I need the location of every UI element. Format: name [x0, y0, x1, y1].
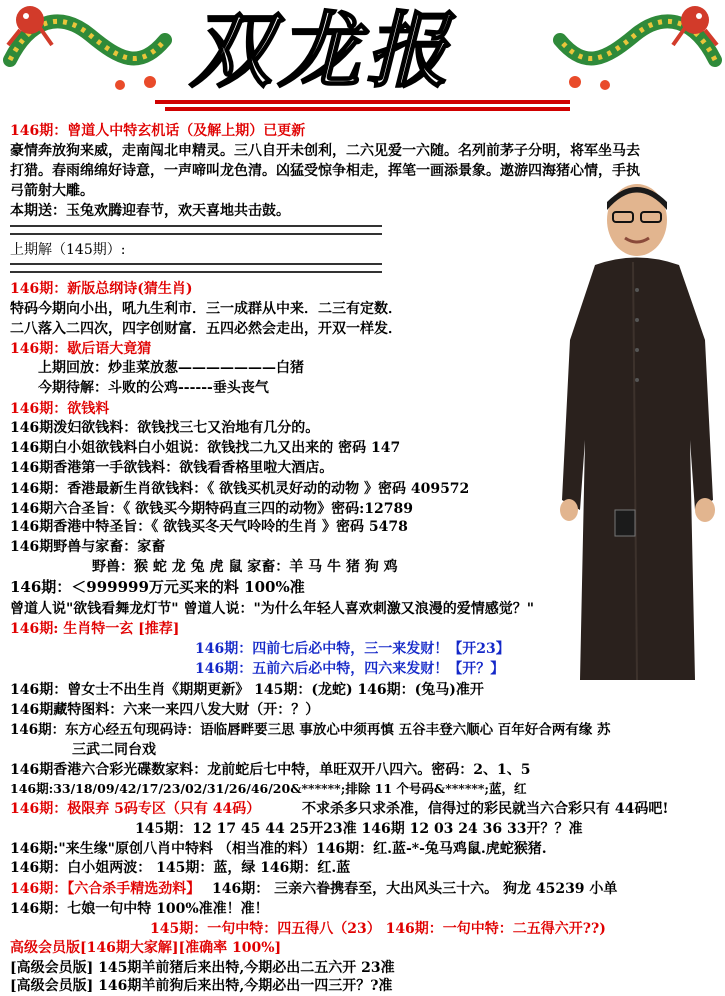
- text-line-38: 146期：七娘一句中特 100%准准！准！: [10, 901, 269, 917]
- text-line-32: 146期:33/18/09/42/17/23/02/31/26/46/20&******;排除 11 个号码&******;蓝，红: [10, 781, 527, 796]
- text-line-1: 146期：曾道人中特玄机话（及解上期）已更新: [10, 123, 306, 139]
- text-line-36: 146期：白小姐两波： 145期：蓝，绿 146期：红.蓝: [10, 860, 351, 876]
- text-line-13: 146期：欲钱料: [10, 401, 110, 417]
- text-line-5: 本期送：玉兔欢腾迎春节，欢天喜地共击鼓。: [10, 203, 290, 219]
- text-line-37b: 146期： 三亲六眷携春至，大出风头三十六。 狗龙 45239 小单: [212, 881, 618, 897]
- text-line-26: 146期：五前六后必中特，四六来发财！【开？】: [195, 661, 505, 677]
- page-title: 双龙报: [190, 3, 454, 99]
- text-line-11: 上期回放：炒韭菜放葱———————白猪: [38, 360, 304, 376]
- dragon-left-icon: [0, 0, 175, 100]
- text-line-39: 145期：一句中特：四五得八（23） 146期：一句中特：二五得六开??): [150, 921, 606, 937]
- text-line-3: 打猎。春雨绵绵好诗意，一声啼叫龙色清。凶猛受惊争相走，挥笔一画添景象。遨游四海猪心情，手执: [10, 163, 640, 179]
- text-line-15: 146期白小姐欲钱料白小姐说：欲钱找二九又出来的 密码 147: [10, 440, 401, 456]
- text-line-9: 二八落入二四次，四字创财富．五四必然会走出，开双一样发．: [10, 321, 402, 337]
- separator: [10, 225, 382, 235]
- text-line-4: 弓箭射大雕。: [10, 183, 94, 199]
- text-line-33b: 不求杀多只求杀准，信得过的彩民就当六合彩只有 44码吧!: [302, 801, 669, 817]
- text-line-28: 146期藏特图料：六来一来四八发大财（开：？）: [10, 702, 320, 718]
- dragon-right-icon: [550, 0, 725, 100]
- text-line-33a: 146期：极限弃 5码专区（只有 44码）: [10, 801, 261, 817]
- separator: [10, 263, 382, 273]
- text-line-16: 146期香港第一手欲钱料：欲钱看香格里啦大酒店。: [10, 460, 334, 476]
- text-line-40: 高级会员版[146期大家解][准确率 100%]: [10, 940, 282, 956]
- text-line-17: 146期：香港最新生肖欲钱料：《 欲钱买机灵好动的动物 》密码 409572: [10, 481, 470, 497]
- text-line-8: 特码今期向小出，吼九生利市．三一成群从中来．二三有定数．: [10, 301, 402, 317]
- text-line-7: 146期：新版总纲诗(猜生肖): [10, 281, 193, 297]
- text-line-25: 146期：四前七后必中特，三一来发财！【开23】: [195, 641, 510, 657]
- text-line-29: 146期：东方心经五句现码诗：语临唇畔要三思 事放心中须再慎 五谷丰登六顺心 百年好合两有缘 苏: [10, 722, 611, 738]
- text-line-30: 三武二同台戏: [72, 742, 156, 758]
- text-line-23: 曾道人说"欲钱看舞龙灯节" 曾道人说："为什么年轻人喜欢刺激又浪漫的爱情感觉？": [10, 601, 535, 617]
- text-line-27: 146期：曾女士不出生肖《期期更新》 145期：(龙蛇) 146期：(兔马)准开: [10, 682, 484, 698]
- title-underline-2: [165, 107, 570, 111]
- text-line-12: 今期待解：斗败的公鸡------垂头丧气: [38, 380, 269, 396]
- text-line-34: 145期：12 17 45 44 25开23准 146期 12 03 24 36 33开？？准: [135, 821, 583, 837]
- text-line-24: 146期: 生肖特一玄 [推荐]: [10, 621, 180, 637]
- text-line-2: 豪情奔放狗来威，走南闯北申精灵。三八自开未创利，二六见爱一六随。名列前茅子分明，将军坐马去: [10, 143, 640, 159]
- text-line-20: 146期野兽与家畜：家畜: [10, 539, 166, 555]
- text-line-31: 146期香港六合彩光碟数家料：龙前蛇后七中特，单旺双开八四六。密码：2、1、5: [10, 762, 531, 778]
- title-underline: [155, 100, 570, 104]
- header-banner: [0, 0, 725, 112]
- text-line-41: [高级会员版] 145期羊前猪后来出特,今期必出二五六开 23准: [10, 960, 395, 976]
- text-line-14: 146期泼妇欲钱料：欲钱找三七又治地有几分的。: [10, 420, 320, 436]
- text-line-21: 野兽：猴 蛇 龙 兔 虎 鼠 家畜：羊 马 牛 猪 狗 鸡: [92, 559, 398, 575]
- text-line-42: [高级会员版] 146期羊前狗后来出特,今期必出一四三开？?准: [10, 978, 393, 994]
- text-line-6: 上期解（145期）:: [10, 242, 126, 258]
- text-line-10: 146期：歇后语大竟猜: [10, 341, 152, 357]
- man-figure-image: [555, 180, 720, 685]
- text-line-22: 146期：＜999999万元买来的料 100%准: [10, 578, 305, 596]
- text-line-19: 146期香港中特圣旨：《 欲钱买冬天气呤呤的生肖 》密码 5478: [10, 519, 408, 535]
- text-line-35: 146期:"来生缘"原创八肖中特料 （相当准的料）146期：红.蓝-*-兔马鸡鼠.虎蛇猴猪.: [10, 841, 547, 857]
- text-line-37a: 146期：【六合杀手精选劲料】: [10, 881, 201, 897]
- text-line-18: 146期六合圣旨：《 欲钱买今期特码直三四的动物》密码:12789: [10, 501, 413, 517]
